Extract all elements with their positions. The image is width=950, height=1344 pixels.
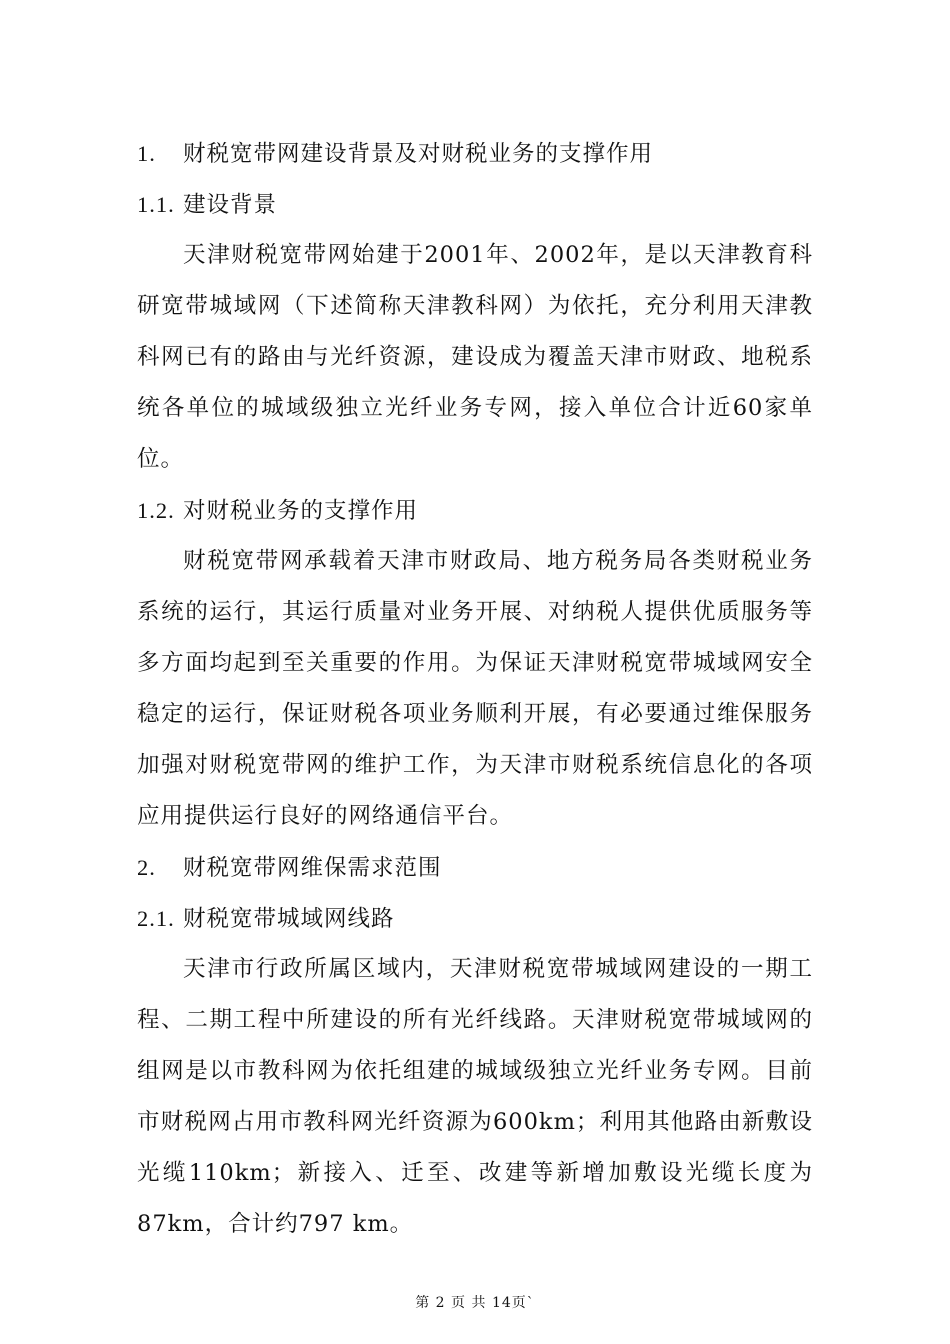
heading-number: 2.1. bbox=[137, 906, 175, 931]
heading-section-2 bbox=[137, 842, 813, 893]
heading-section-1 bbox=[137, 128, 813, 179]
heading-section-1-2 bbox=[137, 485, 813, 536]
heading-number: 2. bbox=[137, 855, 156, 880]
heading-title: 财税宽带网维保需求范围 bbox=[183, 855, 442, 881]
paragraph-metro-network-lines: 天津市行政所属区域内，天津财税宽带城域网建设的一期工程、二期工程中所建设的所有光纤线路。天津财税宽带城域网的组网是以市教科网为依托组建的城域级独立光纤业务专网。目前市财税网占用市教科网光纤资源为600km；利用其他路由新敷设光缆110km；新接入、迁至、改建等新增加敷设光缆长度为87km，合计约797 km。 bbox=[137, 956, 813, 1237]
heading-number: 1. bbox=[137, 141, 156, 166]
paragraph-business-support: 财税宽带网承载着天津市财政局、地方税务局各类财税业务系统的运行，其运行质量对业务开展、对纳税人提供优质服务等多方面均起到至关重要的作用。为保证天津财税宽带城域网安全稳定的运行，保证财税各项业务顺利开展，有必要通过维保服务加强对财税宽带网的维护工作，为天津市财税系统信息化的各项应用提供运行良好的网络通信平台。 bbox=[137, 548, 813, 829]
heading-title: 建设背景 bbox=[183, 192, 278, 218]
heading-section-2-1 bbox=[137, 893, 813, 944]
heading-title: 财税宽带网建设背景及对财税业务的支撑作用 bbox=[183, 141, 654, 167]
heading-title: 对财税业务的支撑作用 bbox=[183, 498, 419, 524]
page-footer: 第 2 页 共 14页` bbox=[415, 1295, 535, 1311]
heading-number: 1.2. bbox=[137, 498, 175, 523]
heading-number: 1.1. bbox=[137, 192, 175, 217]
heading-section-1-1 bbox=[137, 179, 813, 230]
document-body bbox=[137, 128, 813, 1250]
paragraph-construction-background: 天津财税宽带网始建于2001年、2002年，是以天津教育科研宽带城域网（下述简称天津教科网）为依托，充分利用天津教科网已有的路由与光纤资源，建设成为覆盖天津市财政、地税系统各单位的城域级独立光纤业务专网，接入单位合计近60家单位。 bbox=[137, 242, 813, 472]
heading-title: 财税宽带城域网线路 bbox=[183, 906, 395, 932]
